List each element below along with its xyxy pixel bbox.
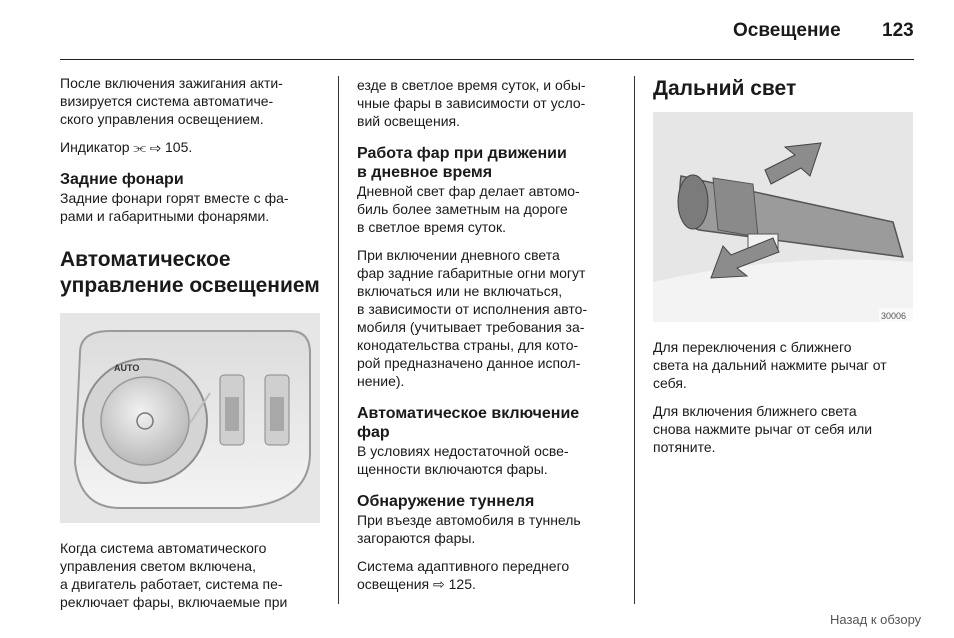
light-switch-figure (60, 313, 320, 523)
auto-label: AUTO (114, 363, 140, 373)
paragraph: После включения зажигания акти- визируется система автоматиче- ского управления освещением. (60, 75, 283, 127)
heading-rear-lights: Задние фонари (60, 171, 184, 188)
page-number: 123 (882, 20, 914, 41)
back-to-overview-link[interactable]: Назад к обзору (830, 612, 922, 627)
column-divider (634, 76, 635, 604)
paragraph: При включении дневного света фар задние габаритные огни могут включаться или не включаться, в зависимости от исполнения авто- мобиля (учитывает требования за- конодательства страны, для кото- рой предназначено данное испол- нение). (357, 247, 588, 389)
paragraph: Для переключения с ближнего света на дальний нажмите рычаг от себя. (653, 339, 887, 391)
column-1 (60, 74, 328, 621)
paragraph: Когда система автоматического управления светом включена, а двигатель работает, система пе- реключает фары, включаемые при (60, 540, 288, 610)
paragraph: При въезде автомобиля в туннель загораются фары. (357, 512, 581, 546)
heading-tunnel-detection: Обнаружение туннеля (357, 493, 535, 510)
paragraph: Дневной свет фар делает автомо- биль более заметным на дороге в светлое время суток. (357, 183, 580, 235)
heading-high-beam: Дальний свет (653, 77, 797, 100)
figure-code: 30006 (881, 311, 907, 321)
paragraph: Система адаптивного переднего освещения ⇨ 125. (357, 558, 570, 592)
column-divider (338, 76, 339, 604)
paragraph: езде в светлое время суток, и обы- чные фары в зависимости от усло- вий освещения. (357, 77, 586, 129)
heading-auto-light-control: Автоматическое управление освещением (60, 248, 320, 297)
paragraph: Для включения ближнего света снова нажмите рычаг от себя или потяните. (653, 403, 873, 455)
column-3 (653, 74, 921, 466)
paragraph: В условиях недостаточной осве- щенности включаются фары. (357, 443, 569, 477)
section-title: Освещение (733, 20, 841, 41)
indicator-reference: Индикатор ⫘ ⇨ 105. (60, 139, 193, 155)
high-beam-lever-figure (653, 112, 913, 322)
heading-auto-headlights: Автоматическое включение фар (357, 405, 580, 441)
paragraph: Задние фонари горят вместе с фа- рами и габаритными фонарями. (60, 190, 289, 224)
header-divider (60, 59, 914, 60)
heading-daytime-lights: Работа фар при движении в дневное время (357, 145, 567, 181)
column-2 (357, 76, 623, 603)
